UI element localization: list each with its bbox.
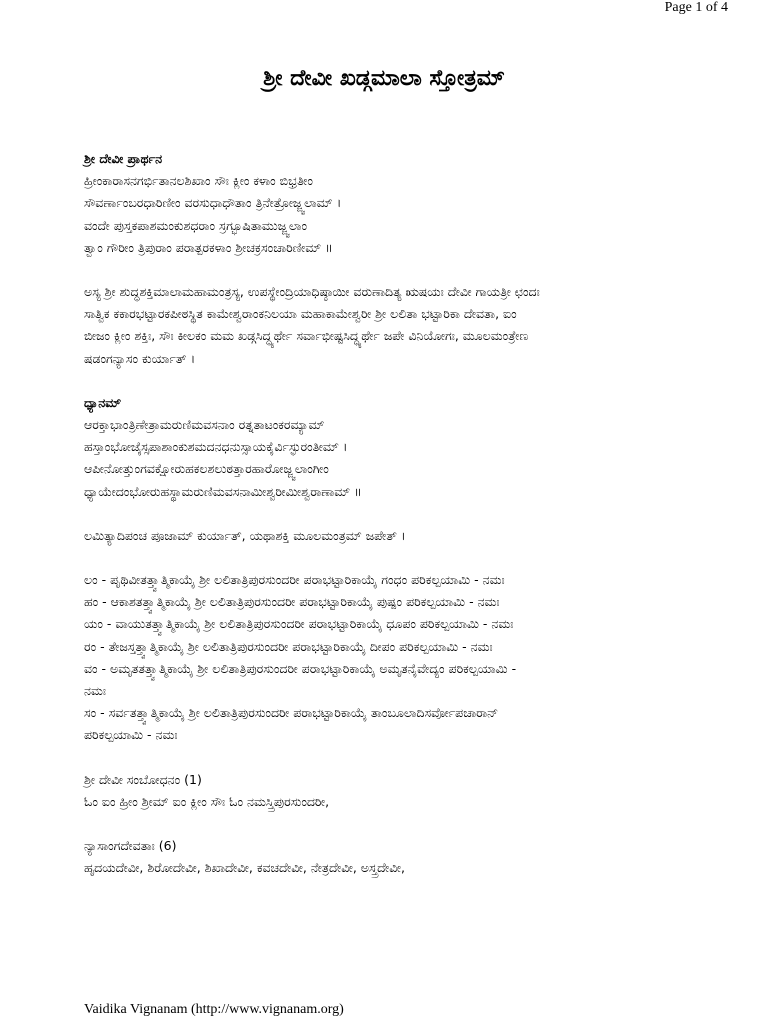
- text-line: ಅಸ್ಯ ಶ್ರೀ ಶುದ್ಧಶಕ್ತಿಮಾಲಾಮಹಾಮಂತ್ರಸ್ಯ, ಉಪಸ್ಥೇಂದ್ರಿಯಾಧಿಷ್ಠಾಯೀ ವರುಣಾದಿತ್ಯ ಋಷಯಃ ದೇವೀ ಗಾಯತ್ರೀ ಛಂದಃ: [84, 284, 540, 300]
- text-section: [84, 769, 724, 813]
- text-line: ಸಂ - ಸರ್ವತತ್ತ್ವಾತ್ಮಿಕಾಯೈ ಶ್ರೀ ಲಲಿತಾತ್ರಿಪುರಸುಂದರೀ ಪರಾಭಟ್ಟಾರಿಕಾಯೈ ತಾಂಬೂಲಾದಿಸರ್ವೋಪಚಾರಾನ್: [84, 705, 499, 721]
- document-title: ಶ್ರೀ ದೇವೀ ಖಡ್ಗಮಾಲಾ ಸ್ತೋತ್ರಮ್: [263, 66, 505, 91]
- text-line: ಓಂ ಐಂ ಹ್ರೀಂ ಶ್ರೀಮ್ ಐಂ ಕ್ಲೀಂ ಸೌಃ ಓಂ ನಮಸ್ತ್ರಿಪುರಸುಂದರೀ,: [84, 793, 330, 809]
- text-line: ಶ್ರೀ ದೇವೀ ಸಂಬೋಧನಂ (1): [84, 771, 202, 787]
- document-body: [84, 148, 724, 901]
- text-section: [84, 148, 724, 259]
- text-section: [84, 281, 724, 370]
- text-line: ಲಂ - ಪೃಥಿವೀತತ್ತ್ವಾತ್ಮಿಕಾಯೈ ಶ್ರೀ ಲಲಿತಾತ್ರಿಪುರಸುಂದರೀ ಪರಾಭಟ್ಟಾರಿಕಾಯೈ ಗಂಧಂ ಪರಿಕಲ್ಪಯಾಮಿ - ನಮಃ: [84, 572, 505, 588]
- text-section: [84, 835, 724, 879]
- text-line: ಹಸ್ತಾಂಭೋಜೈಸ್ಸಪಾಶಾಂಕುಶಮದನಧನುಸ್ಸಾಯಕೈರ್ವಿಸ್ಫುರಂತೀಮ್ ।: [84, 439, 348, 455]
- text-line: ಯಂ - ವಾಯುತತ್ತ್ವಾತ್ಮಿಕಾಯೈ ಶ್ರೀ ಲಲಿತಾತ್ರಿಪುರಸುಂದರೀ ಪರಾಭಟ್ಟಾರಿಕಾಯೈ ಧೂಪಂ ಪರಿಕಲ್ಪಯಾಮಿ - ನಮಃ: [84, 616, 514, 632]
- text-line: ಹೃದಯದೇವೀ, ಶಿರೋದೇವೀ, ಶಿಖಾದೇವೀ, ಕವಚದೇವೀ, ನೇತ್ರದೇವೀ, ಅಸ್ತ್ರದೇವೀ,: [84, 860, 405, 876]
- section-heading: ಶ್ರೀ ದೇವೀ ಪ್ರಾರ್ಥನ: [84, 151, 163, 166]
- text-section: [84, 392, 724, 503]
- text-section: [84, 569, 724, 747]
- text-line: ಬೀಜಂ ಕ್ಲೀಂ ಶಕ್ತಿಃ, ಸೌಃ ಕೀಲಕಂ ಮಮ ಖಡ್ಗಸಿದ್ಧ್ಯರ್ಥೇ ಸರ್ವಾಭೀಷ್ಟಸಿದ್ಧ್ಯರ್ಥೇ ಜಪೇ ವಿನಿಯೋಗಃ, ಮೂಲಮಂತ್ರೇಣ: [84, 328, 529, 344]
- text-line: ತ್ವಾಂ ಗೌರೀಂ ತ್ರಿಪುರಾಂ ಪರಾತ್ಪರಕಳಾಂ ಶ್ರೀಚಕ್ರಸಂಚಾರಿಣೀಮ್ ॥: [84, 239, 333, 255]
- page-number: Page 1 of 4: [664, 0, 728, 15]
- text-line: ರಂ - ತೇಜಸ್ತತ್ತ್ವಾತ್ಮಿಕಾಯೈ ಶ್ರೀ ಲಲಿತಾತ್ರಿಪುರಸುಂದರೀ ಪರಾಭಟ್ಟಾರಿಕಾಯೈ ದೀಪಂ ಪರಿಕಲ್ಪಯಾಮಿ - ನಮಃ: [84, 638, 493, 654]
- text-line: ವಂದೇ ಪುಸ್ತಕಪಾಶಮಂಕುಶಧರಾಂ ಸ್ರಗ್ಭೂಷಿತಾಮುಜ್ಜ್ವಲಾಂ: [84, 217, 307, 233]
- footer-source: Vaidika Vignanam (http://www.vignanam.org): [84, 1002, 344, 1017]
- text-line: ಆರಕ್ತಾಭಾಂತ್ರಿಣೇತ್ರಾಮರುಣಿಮವಸನಾಂ ರತ್ನತಾಟಂಕರಮ್ಯಾಮ್: [84, 417, 325, 433]
- text-line: ಸೌವರ್ಣಾಂಬರಧಾರಿಣೀಂ ವರಸುಧಾಧೌತಾಂ ತ್ರಿನೇತ್ರೋಜ್ಜ್ವಲಾಮ್ ।: [84, 195, 342, 211]
- text-line: ವಂ - ಅಮೃತತತ್ತ್ವಾತ್ಮಿಕಾಯೈ ಶ್ರೀ ಲಲಿತಾತ್ರಿಪುರಸುಂದರೀ ಪರಾಭಟ್ಟಾರಿಕಾಯೈ ಅಮೃತನೈವೇದ್ಯಂ ಪರಿಕಲ್ಪಯಾಮಿ -: [84, 660, 517, 676]
- text-section: [84, 525, 724, 547]
- text-line: ಹಂ - ಆಕಾಶತತ್ತ್ವಾತ್ಮಿಕಾಯೈ ಶ್ರೀ ಲಲಿತಾತ್ರಿಪುರಸುಂದರೀ ಪರಾಭಟ್ಟಾರಿಕಾಯೈ ಪುಷ್ಪಂ ಪರಿಕಲ್ಪಯಾಮಿ - ನಮಃ: [84, 594, 500, 610]
- text-line: ಆಪೀನೋತ್ತುಂಗವಕ್ಷೋರುಹಕಲಶಲುಠತ್ತಾರಹಾರೋಜ್ಜ್ವಲಾಂಗೀಂ: [84, 461, 329, 477]
- text-line: ಲಮಿತ್ಯಾದಿಪಂಚ ಪೂಜಾಮ್ ಕುರ್ಯಾತ್, ಯಥಾಶಕ್ತಿ ಮೂಲಮಂತ್ರಮ್ ಜಪೇತ್ ।: [84, 527, 406, 543]
- text-line: ನ್ಯಾಸಾಂಗದೇವತಾಃ (6): [84, 838, 177, 854]
- text-line: ಪರಿಕಲ್ಪಯಾಮಿ - ನಮಃ: [84, 727, 178, 743]
- section-heading: ಧ್ಯಾನಮ್: [84, 394, 122, 410]
- text-line: ಹ್ರೀಂಕಾರಾಸನಗರ್ಭಿತಾನಲಶಿಖಾಂ ಸೌಃ ಕ್ಲೀಂ ಕಳಾಂ ಬಿಭ್ರತೀಂ: [84, 173, 313, 189]
- text-line: ನಮಃ: [84, 683, 106, 699]
- text-line: ಧ್ಯಾಯೇದಂಭೋರುಹಸ್ಥಾಮರುಣಿಮವಸನಾಮೀಶ್ವರೀಮೀಶ್ವರಾಣಾಮ್ ॥: [84, 483, 362, 499]
- text-line: ಷಡಂಗನ್ಯಾಸಂ ಕುರ್ಯಾತ್ ।: [84, 350, 196, 366]
- text-line: ಸಾತ್ವಿಕ ಕಕಾರಭಟ್ಟಾರಕಪೀಠಸ್ಥಿತ ಕಾಮೇಶ್ವರಾಂಕನಿಲಯಾ ಮಹಾಕಾಮೇಶ್ವರೀ ಶ್ರೀ ಲಲಿತಾ ಭಟ್ಟಾರಿಕಾ ದೇವತಾ, ಐಂ: [84, 306, 517, 322]
